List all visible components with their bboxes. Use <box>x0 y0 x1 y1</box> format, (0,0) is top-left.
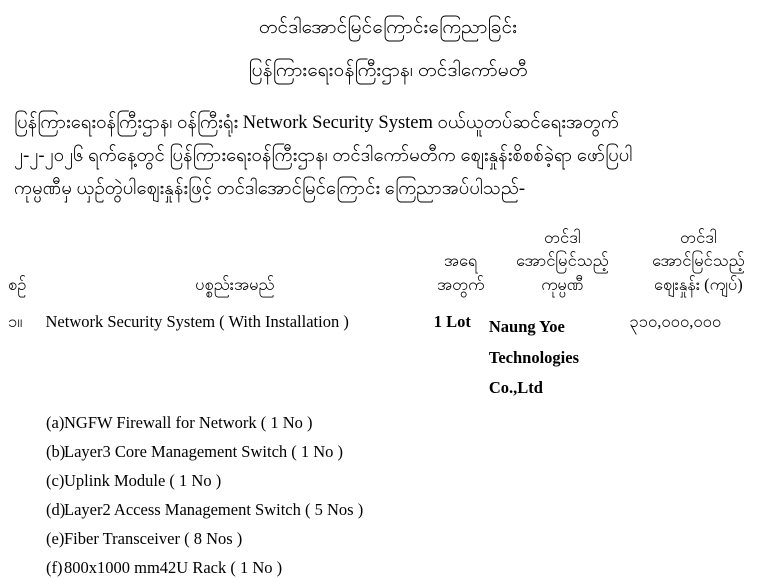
list-item <box>6 413 770 433</box>
sub-item-text: Uplink Module ( 1 No ) <box>64 470 222 490</box>
column-header-company-line-1: တင်ဒါ <box>543 227 581 247</box>
column-header-company-line-2: အောင်မြင်သည့် <box>516 251 609 271</box>
column-header-quantity <box>423 249 497 296</box>
sub-item-label: (f) <box>46 557 63 577</box>
table-header-row <box>6 226 770 300</box>
column-header-price <box>627 226 770 296</box>
sub-item-text: 800x1000 mm42U Rack ( 1 No ) <box>64 557 283 577</box>
column-header-price-line-1: တင်ဒါ <box>680 227 717 247</box>
page-subtitle: ပြန်ကြားရေးဝန်ကြီးဌာန၊ တင်ဒါကော်မတီ <box>248 59 528 81</box>
document-page <box>0 14 776 577</box>
sub-item-text: Layer2 Access Management Switch ( 5 Nos ) <box>64 499 364 519</box>
column-header-no: စဉ် <box>8 274 27 294</box>
row-quantity: 1 Lot <box>433 312 471 332</box>
paragraph-line-2: ၂-၂-၂၀၂၆ ရက်နေ့တွင် ပြန်ကြားရေးဝန်ကြီးဌာန၊ တင်ဒါကော်မတီက စျေးနှုန်းစိစစ်ခဲ့ရာ ဖော်ပြပါ <box>14 145 633 166</box>
sub-item-label: (d) <box>46 499 66 519</box>
column-header-quantity-line-2: အတွက် <box>436 274 485 294</box>
sub-item-label: (c) <box>46 470 65 490</box>
document-title-block <box>0 14 776 85</box>
row-sub-items <box>6 413 770 578</box>
column-header-company-line-3: ကုမ္ပဏီ <box>541 274 584 294</box>
sub-item-label: (a) <box>46 412 65 432</box>
row-company-line-3: Co.,Ltd <box>488 378 543 398</box>
row-company-line-2: Technologies <box>488 347 580 367</box>
list-item <box>6 442 770 462</box>
page-title: တင်ဒါအောင်မြင်ကြောင်းကြေညာခြင်း <box>258 17 518 38</box>
sub-item-text: Layer3 Core Management Switch ( 1 No ) <box>64 441 344 461</box>
row-company <box>489 312 616 404</box>
sub-item-label: (e) <box>46 528 65 548</box>
table-row <box>6 312 770 404</box>
column-header-description: ပစ္စည်းအမည် <box>195 274 275 294</box>
sub-item-text: Fiber Transceiver ( 8 Nos ) <box>64 528 243 548</box>
paragraph-line-3: ကုမ္ပဏီမှ ယှဉ်တွဲပါဈေးနှုန်းဖြင့် တင်ဒါအောင်မြင်ကြောင်း ကြေညာအပ်ပါသည်- <box>14 178 526 199</box>
row-company-line-1: Naung Yoe <box>488 317 565 337</box>
sub-item-label: (b) <box>46 441 66 461</box>
column-header-price-line-2: အောင်မြင်သည့် <box>652 251 745 271</box>
row-description: Network Security System ( With Installation ) <box>45 312 349 332</box>
column-header-company <box>498 226 627 296</box>
list-item <box>6 471 770 491</box>
paragraph-line-1: ပြန်ကြားရေးဝန်ကြီးဌာန၊ ဝန်ကြီးရုံး Network Security System ဝယ်ယူတပ်ဆင်ရေးအတွက် <box>14 113 620 133</box>
tender-result-table <box>6 226 770 578</box>
sub-item-text: NGFW Firewall for Network ( 1 No ) <box>64 412 313 432</box>
announcement-paragraph <box>14 107 762 206</box>
list-item <box>6 558 770 578</box>
list-item <box>6 529 770 549</box>
column-header-quantity-line-1: အရေ <box>443 251 478 271</box>
row-price: ၃၁၀,၀၀၀,၀၀၀ <box>629 312 722 332</box>
column-header-price-line-3: ဈေးနှုန်း (ကျပ်) <box>654 274 743 294</box>
row-no: ၁။ <box>8 312 23 332</box>
list-item <box>6 500 770 520</box>
